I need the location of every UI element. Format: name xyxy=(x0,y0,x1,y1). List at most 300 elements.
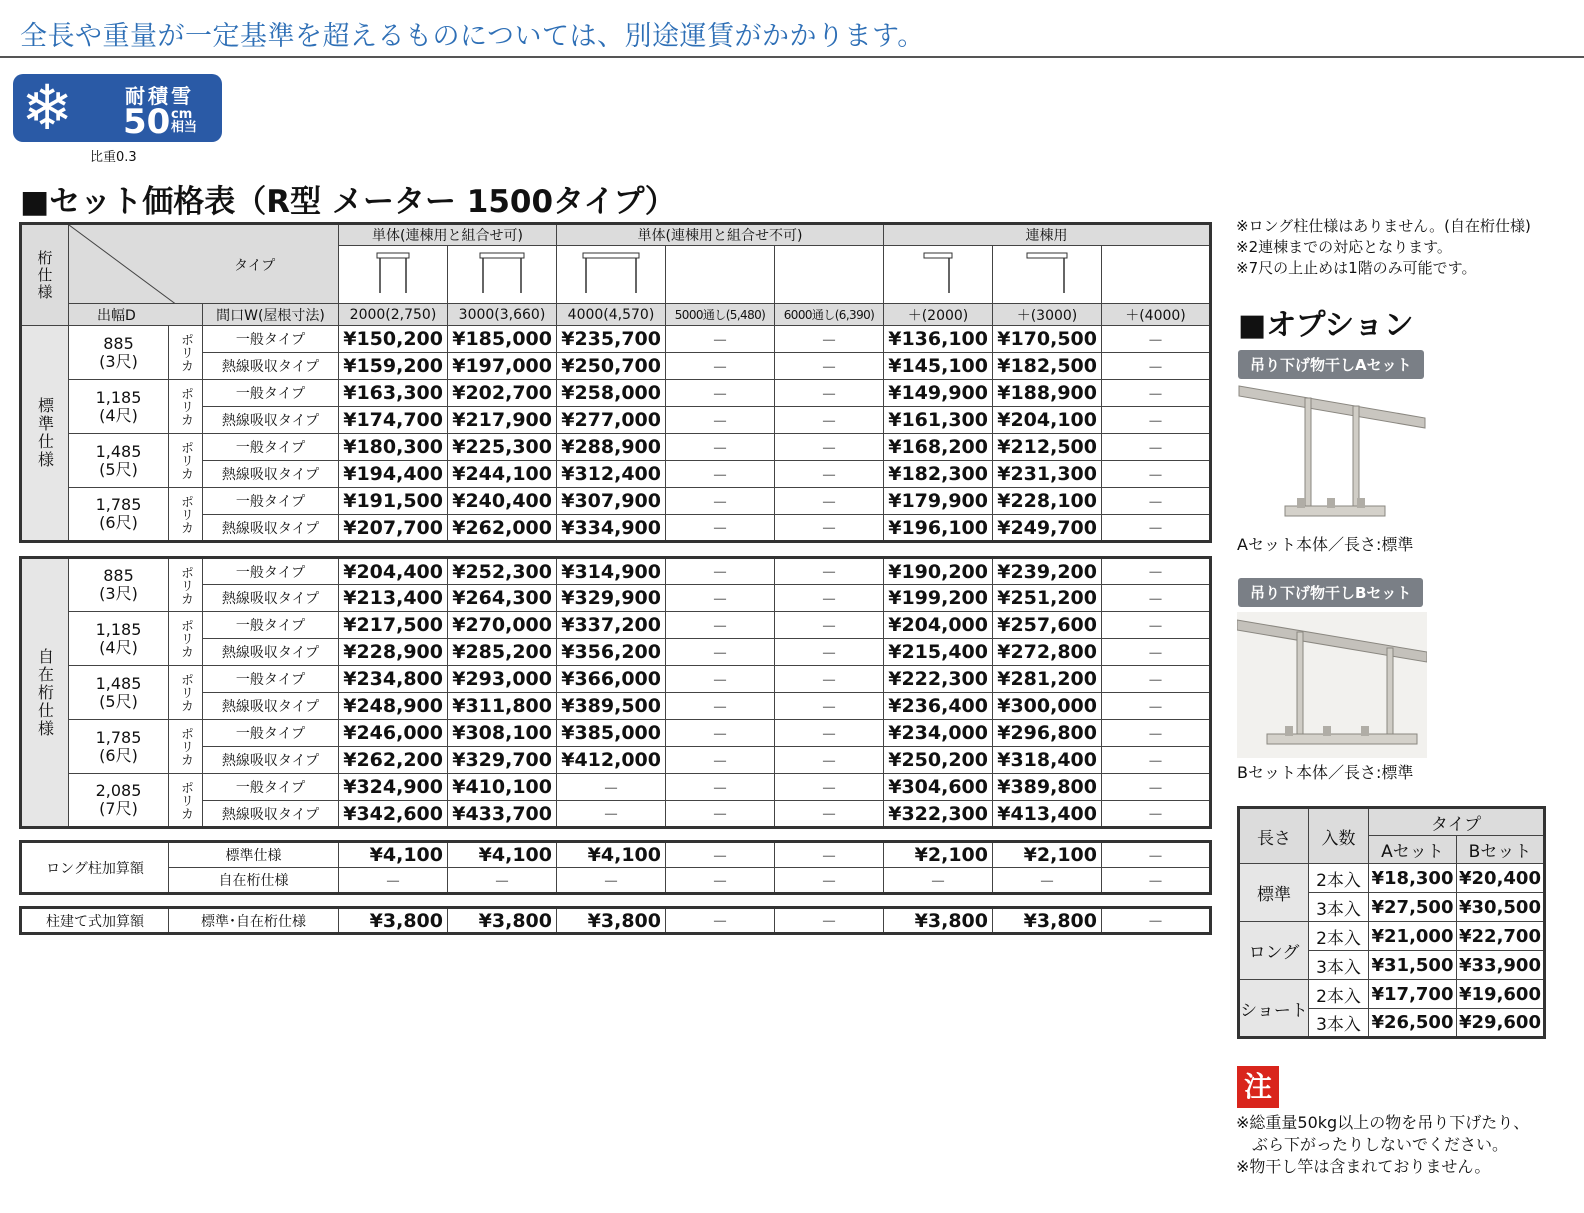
price-cell: － xyxy=(1102,407,1211,434)
price-cell: ¥258,000 xyxy=(557,380,666,407)
price-cell: ¥252,300 xyxy=(448,558,557,585)
price-cell: － xyxy=(557,774,666,801)
price-cell: ¥264,300 xyxy=(448,585,557,612)
price-cell: ¥337,200 xyxy=(557,612,666,639)
depth-shaku: (5尺) xyxy=(99,459,138,479)
opt-qty-header: 入数 xyxy=(1309,808,1369,864)
price-cell: ¥212,500 xyxy=(993,434,1102,461)
price-cell: － xyxy=(775,612,884,639)
price-cell: ¥385,000 xyxy=(557,720,666,747)
badge-value: 50 xyxy=(123,102,171,142)
price-cell: － xyxy=(1102,693,1211,720)
price-cell: － xyxy=(666,353,775,380)
opt-type-header: タイプ xyxy=(1369,808,1545,836)
opt-b-price: ¥29,600 xyxy=(1457,1009,1545,1038)
type-cell: 一般タイプ xyxy=(203,666,339,693)
price-cell: ¥231,300 xyxy=(993,461,1102,488)
price-cell: － xyxy=(1102,747,1211,774)
depth-value: 2,085 xyxy=(95,781,142,800)
roof-icon-cell xyxy=(339,246,448,304)
table-title: ■セット価格表（R型 メーター 1500タイプ） xyxy=(20,184,676,220)
width-header: 間口W(屋根寸法) xyxy=(203,304,339,326)
price-cell: ¥234,000 xyxy=(884,720,993,747)
pillar-stand-table xyxy=(19,906,1212,935)
type-cell: 一般タイプ xyxy=(203,558,339,585)
price-cell: ¥3,800 xyxy=(448,908,557,934)
roof-frame-icon xyxy=(888,247,988,299)
table-row xyxy=(1239,864,1545,893)
price-cell: － xyxy=(775,747,884,774)
table-row xyxy=(21,558,1211,585)
depth-cell xyxy=(69,434,169,488)
option-a-tag: 吊り下げ物干しAセット xyxy=(1238,350,1424,379)
price-cell: ¥246,000 xyxy=(339,720,448,747)
price-cell: ¥288,900 xyxy=(557,434,666,461)
price-cell: － xyxy=(666,774,775,801)
opt-a-price: ¥26,500 xyxy=(1369,1009,1457,1038)
price-cell: ¥228,100 xyxy=(993,488,1102,515)
type-cell: 一般タイプ xyxy=(203,488,339,515)
table-row xyxy=(1239,980,1545,1009)
price-cell: ¥356,200 xyxy=(557,639,666,666)
price-cell: ¥239,200 xyxy=(993,558,1102,585)
roof-icon-cell xyxy=(557,246,666,304)
price-cell: ¥215,400 xyxy=(884,639,993,666)
opt-qty-cell: 3本入 xyxy=(1309,1009,1369,1038)
price-cell: ¥410,100 xyxy=(448,774,557,801)
price-cell: － xyxy=(775,585,884,612)
roof-frame-icon xyxy=(561,247,661,299)
roof-icon-cell xyxy=(666,246,775,304)
price-cell: ¥366,000 xyxy=(557,666,666,693)
table-row xyxy=(21,868,1211,894)
keta-header: 桁仕様 xyxy=(21,224,69,326)
roof-frame-icon xyxy=(343,247,443,299)
option-b-caption: Bセット本体／長さ:標準 xyxy=(1237,763,1414,782)
price-cell: ¥342,600 xyxy=(339,801,448,828)
price-cell: － xyxy=(666,842,775,868)
price-cell: － xyxy=(775,666,884,693)
column-header: 4000(4,570) xyxy=(557,304,666,326)
price-cell: ¥2,100 xyxy=(884,842,993,868)
type-cell: 熱線吸収タイプ xyxy=(203,639,339,666)
price-cell: ¥314,900 xyxy=(557,558,666,585)
opt-b-price: ¥19,600 xyxy=(1457,980,1545,1009)
type-label: タイプ xyxy=(234,258,276,274)
price-cell: － xyxy=(775,326,884,353)
price-cell: ¥197,000 xyxy=(448,353,557,380)
depth-cell xyxy=(69,720,169,774)
option-b-tag: 吊り下げ物干しBセット xyxy=(1238,578,1423,607)
price-cell: － xyxy=(1102,558,1211,585)
price-cell: ¥168,200 xyxy=(884,434,993,461)
depth-shaku: (3尺) xyxy=(99,351,138,371)
price-cell: － xyxy=(775,434,884,461)
price-cell: － xyxy=(1102,774,1211,801)
price-cell: ¥307,900 xyxy=(557,488,666,515)
table-row xyxy=(1239,922,1545,951)
depth-value: 885 xyxy=(103,333,134,353)
column-header: ＋(2000) xyxy=(884,304,993,326)
price-cell: ¥180,300 xyxy=(339,434,448,461)
depth-value: 1,485 xyxy=(95,673,142,693)
table-row xyxy=(21,488,1211,515)
material-cell: ポリカ xyxy=(169,666,203,720)
type-cell: 熱線吸収タイプ xyxy=(203,693,339,720)
price-cell: ¥293,000 xyxy=(448,666,557,693)
price-cell: － xyxy=(1102,908,1211,934)
price-cell: － xyxy=(448,868,557,894)
price-cell: － xyxy=(557,868,666,894)
price-cell: ¥300,000 xyxy=(993,693,1102,720)
price-table-standard xyxy=(19,222,1212,543)
price-cell: － xyxy=(666,434,775,461)
price-cell: ¥248,900 xyxy=(339,693,448,720)
type-cell: 熱線吸収タイプ xyxy=(203,801,339,828)
caution-icon: 注 xyxy=(1237,1066,1279,1108)
price-cell: ¥185,000 xyxy=(448,326,557,353)
note-line: ※ロング柱仕様はありません。(自在桁仕様) xyxy=(1236,217,1531,235)
depth-cell xyxy=(69,380,169,434)
roof-frame-icon xyxy=(452,247,552,299)
price-cell: － xyxy=(1102,612,1211,639)
opt-qty-cell: 2本入 xyxy=(1309,980,1369,1009)
price-cell: ¥250,700 xyxy=(557,353,666,380)
price-cell: ¥244,100 xyxy=(448,461,557,488)
price-cell: ¥204,000 xyxy=(884,612,993,639)
roof-icon-cell xyxy=(448,246,557,304)
price-cell: ¥322,300 xyxy=(884,801,993,828)
price-cell: ¥413,400 xyxy=(993,801,1102,828)
price-cell: － xyxy=(775,380,884,407)
price-cell: － xyxy=(1102,353,1211,380)
material-cell: ポリカ xyxy=(169,720,203,774)
price-cell: － xyxy=(1102,515,1211,542)
option-price-table xyxy=(1237,806,1546,1039)
price-cell: － xyxy=(339,868,448,894)
price-cell: － xyxy=(666,515,775,542)
type-cell: 熱線吸収タイプ xyxy=(203,353,339,380)
price-cell: ¥170,500 xyxy=(993,326,1102,353)
price-cell: － xyxy=(1102,842,1211,868)
long-pillar-table xyxy=(19,840,1212,895)
price-cell: ¥311,800 xyxy=(448,693,557,720)
roof-frame-icon xyxy=(997,247,1097,299)
price-cell: ¥2,100 xyxy=(993,842,1102,868)
price-cell: － xyxy=(666,801,775,828)
price-cell: － xyxy=(666,747,775,774)
roof-icon-cell xyxy=(993,246,1102,304)
price-cell: － xyxy=(666,558,775,585)
price-cell: － xyxy=(1102,380,1211,407)
depth-cell xyxy=(69,666,169,720)
price-cell: － xyxy=(775,842,884,868)
price-cell: ¥182,300 xyxy=(884,461,993,488)
type-cell: 一般タイプ xyxy=(203,380,339,407)
opt-length-cell: ロング xyxy=(1239,922,1309,980)
opt-qty-cell: 3本入 xyxy=(1309,893,1369,922)
price-cell: ¥202,700 xyxy=(448,380,557,407)
table-row xyxy=(21,380,1211,407)
table-row xyxy=(21,720,1211,747)
column-header: ＋(4000) xyxy=(1102,304,1211,326)
notes xyxy=(1236,216,1531,279)
price-cell: － xyxy=(1102,488,1211,515)
opt-a-price: ¥31,500 xyxy=(1369,951,1457,980)
price-cell: ¥262,200 xyxy=(339,747,448,774)
price-cell: － xyxy=(775,801,884,828)
type-cell: 一般タイプ xyxy=(203,774,339,801)
type-cell: 熱線吸収タイプ xyxy=(203,747,339,774)
price-cell: ¥329,700 xyxy=(448,747,557,774)
price-cell: ¥234,800 xyxy=(339,666,448,693)
price-cell: ¥389,500 xyxy=(557,693,666,720)
opt-b-price: ¥22,700 xyxy=(1457,922,1545,951)
option-a-caption: Aセット本体／長さ:標準 xyxy=(1237,535,1414,554)
price-cell: － xyxy=(666,612,775,639)
price-cell: － xyxy=(666,488,775,515)
price-cell: ¥228,900 xyxy=(339,639,448,666)
price-cell: － xyxy=(1102,434,1211,461)
note-line: ※2連棟までの対応となります。 xyxy=(1236,238,1452,256)
price-cell: ¥179,900 xyxy=(884,488,993,515)
badge-suffix: 相当 xyxy=(171,120,198,135)
spec-cell: 自在桁仕様 xyxy=(169,868,339,894)
roof-icon-cell xyxy=(884,246,993,304)
price-cell: ¥277,000 xyxy=(557,407,666,434)
type-header xyxy=(69,224,339,304)
depth-value: 1,485 xyxy=(95,441,142,461)
price-cell: － xyxy=(775,693,884,720)
opt-length-cell: ショート xyxy=(1239,980,1309,1038)
price-cell: ¥312,400 xyxy=(557,461,666,488)
material-cell: ポリカ xyxy=(169,612,203,666)
price-cell: － xyxy=(666,693,775,720)
type-cell: 熱線吸収タイプ xyxy=(203,585,339,612)
opt-qty-cell: 2本入 xyxy=(1309,922,1369,951)
price-cell: ¥4,100 xyxy=(339,842,448,868)
badge-line1: 耐積雪 xyxy=(125,84,194,108)
price-cell: ¥251,200 xyxy=(993,585,1102,612)
price-cell: ¥262,000 xyxy=(448,515,557,542)
price-cell: ¥204,100 xyxy=(993,407,1102,434)
price-cell: ¥174,700 xyxy=(339,407,448,434)
price-cell: ¥270,000 xyxy=(448,612,557,639)
price-cell: － xyxy=(1102,585,1211,612)
price-cell: ¥329,900 xyxy=(557,585,666,612)
material-cell: ポリカ xyxy=(169,434,203,488)
depth-shaku: (6尺) xyxy=(99,513,138,532)
material-cell: ポリカ xyxy=(169,774,203,828)
diagonal-line xyxy=(69,225,339,304)
price-cell: ¥324,900 xyxy=(339,774,448,801)
price-cell: ¥145,100 xyxy=(884,353,993,380)
price-cell: － xyxy=(666,380,775,407)
depth-value: 1,785 xyxy=(95,727,142,747)
price-cell: ¥188,900 xyxy=(993,380,1102,407)
depth-shaku: (4尺) xyxy=(99,637,138,657)
snow-load-badge xyxy=(13,71,222,144)
price-cell: － xyxy=(775,868,884,894)
caution-text: ※総重量50kg以上の物を吊り下げたり、 ぶら下がったりしないでください。 ※物干し竿は含まれておりません。 xyxy=(1236,1113,1530,1176)
option-b-image xyxy=(1237,612,1427,758)
spec-label: 標準仕様 xyxy=(21,326,69,542)
opt-b-price: ¥33,900 xyxy=(1457,951,1545,980)
material-cell: ポリカ xyxy=(169,488,203,542)
spec-cell: 標準仕様 xyxy=(169,842,339,868)
price-cell: ¥159,200 xyxy=(339,353,448,380)
price-cell: － xyxy=(666,639,775,666)
price-cell: － xyxy=(1102,461,1211,488)
spec-label: 自在桁仕様 xyxy=(21,558,69,828)
headline-rule xyxy=(0,56,1584,58)
price-cell: ¥249,700 xyxy=(993,515,1102,542)
depth-cell xyxy=(69,612,169,666)
price-cell: ¥222,300 xyxy=(884,666,993,693)
price-cell: ¥281,200 xyxy=(993,666,1102,693)
price-cell: － xyxy=(666,908,775,934)
badge-note: 比重0.3 xyxy=(90,150,137,165)
option-a-image xyxy=(1237,380,1427,530)
price-cell: ¥334,900 xyxy=(557,515,666,542)
price-cell: － xyxy=(775,461,884,488)
price-cell: － xyxy=(557,801,666,828)
price-table-jizai xyxy=(19,556,1212,829)
column-header: ＋(3000) xyxy=(993,304,1102,326)
price-cell: ¥240,400 xyxy=(448,488,557,515)
headline: 全長や重量が一定基準を超えるものについては、別途運賃がかかります。 xyxy=(20,21,925,52)
price-cell: ¥285,200 xyxy=(448,639,557,666)
group1-header: 単体(連棟用と組合せ可) xyxy=(339,224,557,246)
price-cell: ¥3,800 xyxy=(557,908,666,934)
depth-cell xyxy=(69,774,169,828)
price-cell: － xyxy=(666,407,775,434)
price-cell: － xyxy=(1102,868,1211,894)
price-cell: ¥207,700 xyxy=(339,515,448,542)
depth-shaku: (6尺) xyxy=(99,745,138,765)
price-cell: ¥163,300 xyxy=(339,380,448,407)
depth-value: 1,185 xyxy=(95,619,142,639)
price-cell: ¥272,800 xyxy=(993,639,1102,666)
group3-header: 連棟用 xyxy=(884,224,1211,246)
price-cell: － xyxy=(775,908,884,934)
price-cell: ¥217,900 xyxy=(448,407,557,434)
price-cell: ¥3,800 xyxy=(993,908,1102,934)
depth-header: 出幅D xyxy=(69,304,203,326)
type-cell: 熱線吸収タイプ xyxy=(203,407,339,434)
price-cell: ¥161,300 xyxy=(884,407,993,434)
price-cell: － xyxy=(775,720,884,747)
material-cell: ポリカ xyxy=(169,558,203,612)
table-row xyxy=(21,666,1211,693)
price-cell: ¥190,200 xyxy=(884,558,993,585)
opt-qty-cell: 3本入 xyxy=(1309,951,1369,980)
opt-b-price: ¥20,400 xyxy=(1457,864,1545,893)
material-cell: ポリカ xyxy=(169,326,203,380)
depth-cell xyxy=(69,326,169,380)
price-cell: － xyxy=(1102,326,1211,353)
price-cell: － xyxy=(666,585,775,612)
price-cell: ¥196,100 xyxy=(884,515,993,542)
price-cell: － xyxy=(775,639,884,666)
price-cell: － xyxy=(666,666,775,693)
price-cell: ¥412,000 xyxy=(557,747,666,774)
depth-shaku: (5尺) xyxy=(99,691,138,711)
type-cell: 一般タイプ xyxy=(203,326,339,353)
material-cell: ポリカ xyxy=(169,380,203,434)
type-cell: 一般タイプ xyxy=(203,434,339,461)
price-cell: － xyxy=(666,461,775,488)
price-cell: ¥3,800 xyxy=(339,908,448,934)
opt-b-price: ¥30,500 xyxy=(1457,893,1545,922)
note-line: ※7尺の上止めは1階のみ可能です。 xyxy=(1236,259,1477,277)
roof-icon-cell xyxy=(1102,246,1211,304)
price-cell: － xyxy=(884,868,993,894)
badge-unit-cm: cm xyxy=(171,107,193,122)
type-cell: 一般タイプ xyxy=(203,612,339,639)
price-cell: ¥204,400 xyxy=(339,558,448,585)
price-cell: － xyxy=(666,326,775,353)
price-cell: ¥236,400 xyxy=(884,693,993,720)
price-cell: － xyxy=(775,488,884,515)
table-row xyxy=(21,774,1211,801)
type-cell: 熱線吸収タイプ xyxy=(203,461,339,488)
price-cell: ¥194,400 xyxy=(339,461,448,488)
price-cell: ¥433,700 xyxy=(448,801,557,828)
depth-value: 885 xyxy=(103,566,134,585)
spec-cell: 標準･自在桁仕様 xyxy=(169,908,339,934)
opt-a-header: Aセット xyxy=(1369,836,1457,864)
snowflake-icon: ❄ xyxy=(21,71,73,144)
price-cell: － xyxy=(666,868,775,894)
price-cell: ¥149,900 xyxy=(884,380,993,407)
type-cell: 熱線吸収タイプ xyxy=(203,515,339,542)
opt-length-cell: 標準 xyxy=(1239,864,1309,922)
price-cell: － xyxy=(993,868,1102,894)
opt-a-price: ¥27,500 xyxy=(1369,893,1457,922)
price-cell: ¥136,100 xyxy=(884,326,993,353)
price-cell: － xyxy=(775,558,884,585)
price-cell: － xyxy=(775,407,884,434)
price-cell: ¥257,600 xyxy=(993,612,1102,639)
price-cell: － xyxy=(1102,639,1211,666)
price-cell: ¥213,400 xyxy=(339,585,448,612)
price-cell: － xyxy=(1102,720,1211,747)
price-cell: － xyxy=(775,515,884,542)
price-cell: ¥4,100 xyxy=(557,842,666,868)
price-cell: ¥4,100 xyxy=(448,842,557,868)
price-cell: － xyxy=(666,720,775,747)
long-pillar-label: ロング柱加算額 xyxy=(21,842,169,894)
opt-length-header: 長さ xyxy=(1239,808,1309,864)
price-cell: ¥225,300 xyxy=(448,434,557,461)
price-cell: ¥389,800 xyxy=(993,774,1102,801)
table-row xyxy=(21,842,1211,868)
price-cell: － xyxy=(775,774,884,801)
price-cell: ¥296,800 xyxy=(993,720,1102,747)
price-cell: ¥217,500 xyxy=(339,612,448,639)
depth-cell xyxy=(69,488,169,542)
price-cell: － xyxy=(1102,666,1211,693)
price-cell: ¥304,600 xyxy=(884,774,993,801)
price-cell: ¥308,100 xyxy=(448,720,557,747)
price-cell: － xyxy=(775,353,884,380)
depth-value: 1,185 xyxy=(95,387,142,407)
roof-icon-cell xyxy=(775,246,884,304)
depth-shaku: (7尺) xyxy=(99,799,138,818)
price-cell: ¥199,200 xyxy=(884,585,993,612)
opt-a-price: ¥18,300 xyxy=(1369,864,1457,893)
